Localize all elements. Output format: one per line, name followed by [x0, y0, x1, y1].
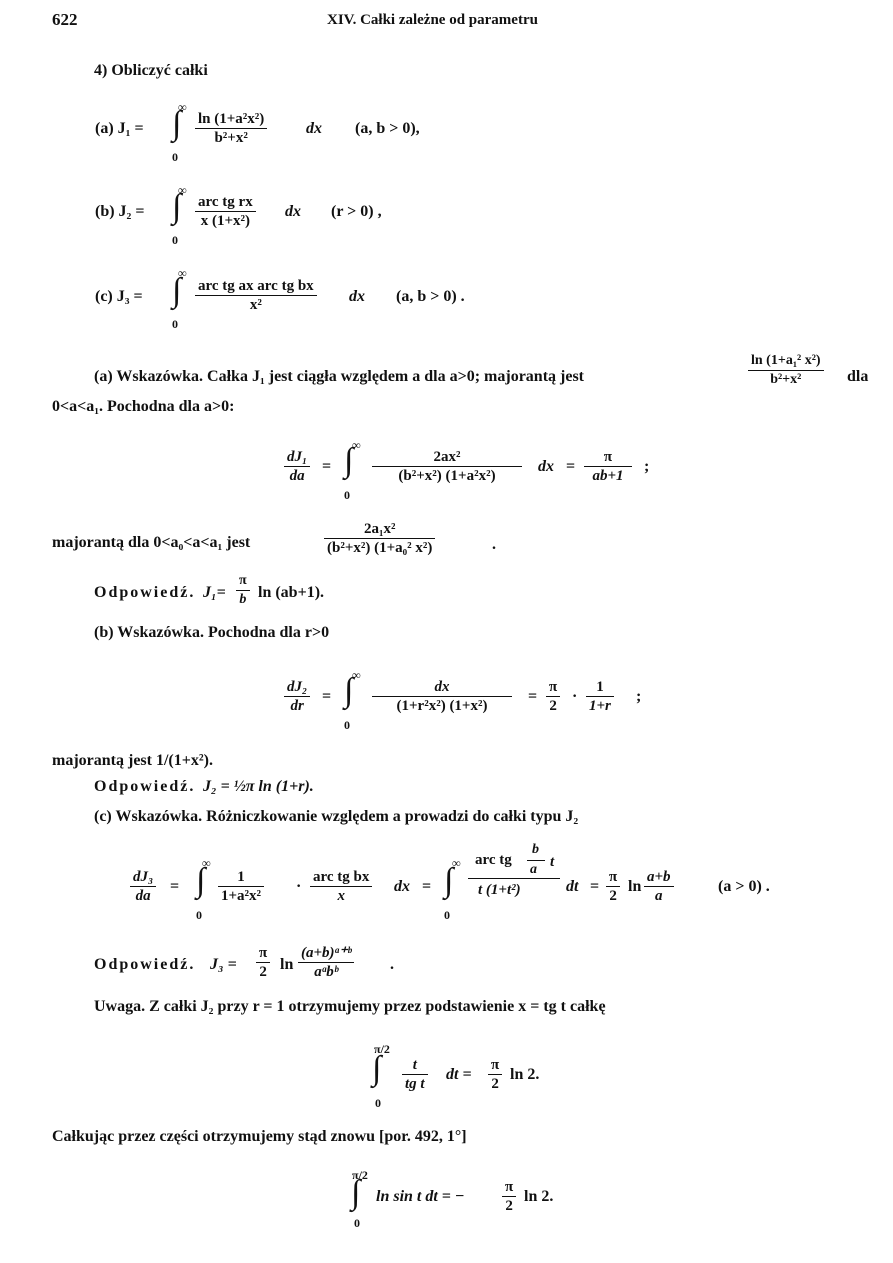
hint-b-int-upper: ∞ — [352, 668, 361, 682]
hint-a-majorant2-dot: . — [492, 536, 496, 553]
integral-a-lower: 0 — [172, 150, 178, 164]
hint-a-int-upper: ∞ — [352, 438, 361, 452]
integral-a-upper: ∞ — [178, 100, 187, 114]
problem-intro: 4) Obliczyć całki — [94, 62, 208, 79]
hint-c-int1-upper: ∞ — [202, 856, 211, 870]
hint-c-condition: (a > 0) . — [718, 878, 770, 895]
integral-a-dx: dx — [306, 120, 322, 137]
hint-b-int-lower: 0 — [344, 718, 350, 732]
integral-c-label: (c) J₃ = — [95, 288, 143, 305]
hint-a-answer-fraction: $\frac{\pi}{b}$ — [236, 572, 250, 609]
hint-a-majorant2-text: majorantą dla 0<a₀<a<a₁ jest — [52, 534, 251, 551]
hint-b-dot-operator: · — [572, 688, 578, 705]
hint-b-int-sign: ∫ — [344, 672, 354, 709]
hint-a-result: $\frac{\pi}{ab+1}$ — [584, 448, 632, 485]
note-int1-lower: 0 — [375, 1096, 381, 1110]
note-int2-sign: ∫ — [351, 1174, 361, 1211]
hint-c-dt: dt — [566, 878, 579, 895]
hint-a-integrand: $\frac{\text{2ax²}}{\text{(b²+x²) (1+a²x²)}}$ — [372, 448, 522, 485]
hint-b-majorant: majorantą jest 1/(1+x²). — [52, 752, 213, 769]
integral-a-sign: ∫ — [172, 105, 182, 142]
hint-c-equals-3: = — [590, 878, 600, 895]
hint-a-dx: dx — [538, 458, 554, 475]
hint-c-int2-upper: ∞ — [452, 856, 461, 870]
hint-a-derivative-lhs: $\frac{\text{dJ₁}}{da}$ — [284, 448, 310, 485]
note-int2-lower: 0 — [354, 1216, 360, 1230]
integral-c-upper: ∞ — [178, 266, 187, 280]
hint-c-result-pi-fraction: $\frac{\pi}{2}$ — [606, 868, 620, 905]
hint-c-arctg-a: a — [530, 862, 537, 877]
hint-b-equals-2: = — [528, 688, 538, 705]
hint-a-answer-label: Odpowiedź. — [94, 584, 196, 601]
hint-b-derivative-lhs: $\frac{\text{dJ₂}}{dr}$ — [284, 678, 310, 715]
hint-c-arctg-bar — [527, 860, 545, 861]
note-int1-pi-fraction: $\frac{\pi}{2}$ — [488, 1056, 502, 1093]
hint-c-arctg-text: arc tg — [475, 852, 512, 868]
hint-c-result-fraction: $\frac{a+b}{a}$ — [644, 868, 674, 905]
hint-c-answer-pi-fraction: $\frac{\pi}{2}$ — [256, 944, 270, 981]
hint-b-result-fraction-1: $\frac{\pi}{2}$ — [546, 678, 560, 715]
hint-c-arctg-b: b — [532, 842, 539, 857]
hint-a-equals-1: = — [322, 458, 332, 475]
hint-c-derivative-lhs: $\frac{\text{dJ₃}}{da}$ — [130, 868, 156, 905]
note-int1-end: ln 2. — [510, 1066, 540, 1083]
integral-b-label: (b) J₂ = — [95, 203, 145, 220]
hint-a-majorant2-fraction: $\frac{\text{2a₁x²}}{\text{(b²+x²) (1+a₀² x²)}}$ — [324, 520, 435, 557]
page-number: 622 — [52, 10, 78, 29]
hint-c-answer-ln: ln — [280, 956, 294, 973]
hint-c-dx: dx — [394, 878, 410, 895]
integral-b-sign: ∫ — [172, 188, 182, 225]
hint-b-answer: J₂ = ½π ln (1+r). — [203, 778, 314, 795]
hint-a-int-lower: 0 — [344, 488, 350, 502]
hint-c-int2-lower: 0 — [444, 908, 450, 922]
hint-a-answer-lhs: J₁= — [203, 584, 226, 601]
hint-a-line2: 0<a<a₁. Pochodna dla a>0: — [52, 398, 235, 415]
hint-c-arctg-t: t — [550, 854, 555, 870]
note-int2-pi-fraction: $\frac{\pi}{2}$ — [502, 1178, 516, 1215]
integral-c-sign: ∫ — [172, 272, 182, 309]
hint-c-answer-lhs: J₃ = — [210, 956, 237, 973]
hint-c-equals-1: = — [170, 878, 180, 895]
hint-c-integrand-fraction-2: $\frac{\text{arc tg bx}}{x}$ — [310, 868, 372, 905]
hint-a-line1: (a) Wskazówka. Całka J₁ jest ciągła względem a dla a>0; majorantą jest — [94, 368, 585, 385]
hint-c-line1: (c) Wskazówka. Różniczkowanie względem a prowadzi do całki typu J₂ — [94, 808, 579, 825]
hint-c-dot-operator: · — [296, 878, 302, 895]
hint-c-int2-sign: ∫ — [444, 862, 454, 899]
hint-b-line1: (b) Wskazówka. Pochodna dla r>0 — [94, 624, 330, 641]
integral-a-condition: (a, b > 0), — [355, 120, 420, 137]
note-int1-sign: ∫ — [372, 1050, 382, 1087]
hint-b-answer-label: Odpowiedź. — [94, 778, 196, 795]
note-int2-upper: π/2 — [352, 1168, 368, 1182]
integral-b-upper: ∞ — [178, 183, 187, 197]
integral-c-lower: 0 — [172, 317, 178, 331]
note-text: Uwaga. Z całki J₂ przy r = 1 otrzymujemy przez podstawienie x = tg t całkę — [94, 998, 606, 1015]
note-integrate-text: Całkując przez części otrzymujemy stąd znowu [por. 492, 1°] — [52, 1128, 467, 1145]
hint-c-answer-end: . — [390, 956, 394, 973]
hint-b-equals-1: = — [322, 688, 332, 705]
hint-c-denominator: t (1+t²) — [478, 882, 521, 898]
integral-b-fraction: $\frac{\text{arc tg rx}}{\text{x (1+x²)}}$ — [195, 193, 256, 230]
integral-c-condition: (a, b > 0) . — [396, 288, 465, 305]
hint-a-answer-rest: ln (ab+1). — [258, 584, 325, 601]
integral-a-label: (a) J₁ = — [95, 120, 144, 137]
hint-a-line1-end: dla — [847, 368, 869, 385]
note-int1-fraction: $\frac{t}{\text{tg t}}$ — [402, 1056, 428, 1093]
hint-a-int-sign: ∫ — [344, 442, 354, 479]
integral-c-dx: dx — [349, 288, 365, 305]
note-int1-upper: π/2 — [374, 1042, 390, 1056]
hint-a-equals-2: = — [566, 458, 576, 475]
integral-c-fraction: $\frac{\text{arc tg ax arc tg bx}}{\text{x²}}$ — [195, 277, 317, 314]
hint-c-int1-lower: 0 — [196, 908, 202, 922]
hint-c-integrand-fraction-1: $\frac{1}{\text{1+a²x²}}$ — [218, 868, 264, 905]
hint-c-equals-2: = — [422, 878, 432, 895]
hint-c-answer-label: Odpowiedź. — [94, 956, 196, 973]
running-title: XIV. Całki zależne od parametru — [327, 12, 538, 28]
hint-c-int1-sign: ∫ — [196, 862, 206, 899]
note-int2-end: ln 2. — [524, 1188, 554, 1205]
note-int1-dt: dt = — [446, 1066, 472, 1083]
hint-b-result-fraction-2: $\frac{1}{1+r}$ — [586, 678, 614, 715]
note-int2-integrand: ln sin t dt = − — [376, 1188, 465, 1205]
hint-c-main-bar — [468, 878, 560, 879]
hint-c-result-ln: ln — [628, 878, 642, 895]
hint-c-answer-fraction: $\frac{\text{(a+b)ᵃ⁺ᵇ}}{\text{aᵃbᵇ}}$ — [298, 944, 354, 981]
integral-b-lower: 0 — [172, 233, 178, 247]
integral-b-condition: (r > 0) , — [331, 203, 382, 220]
hint-a-semicolon: ; — [644, 458, 650, 475]
hint-b-semicolon: ; — [636, 688, 642, 705]
hint-a-majorant-fraction: $\frac{\text{ln (1+a₁² x²)}}{\text{b²+x²}}$ — [748, 352, 824, 389]
integral-a-fraction: $\frac{\text{ln (1+a²x²)}}{\text{b²+x²}}$ — [195, 110, 267, 147]
hint-b-integrand: $\frac{dx}{\text{(1+r²x²) (1+x²)}}$ — [372, 678, 512, 715]
integral-b-dx: dx — [285, 203, 301, 220]
